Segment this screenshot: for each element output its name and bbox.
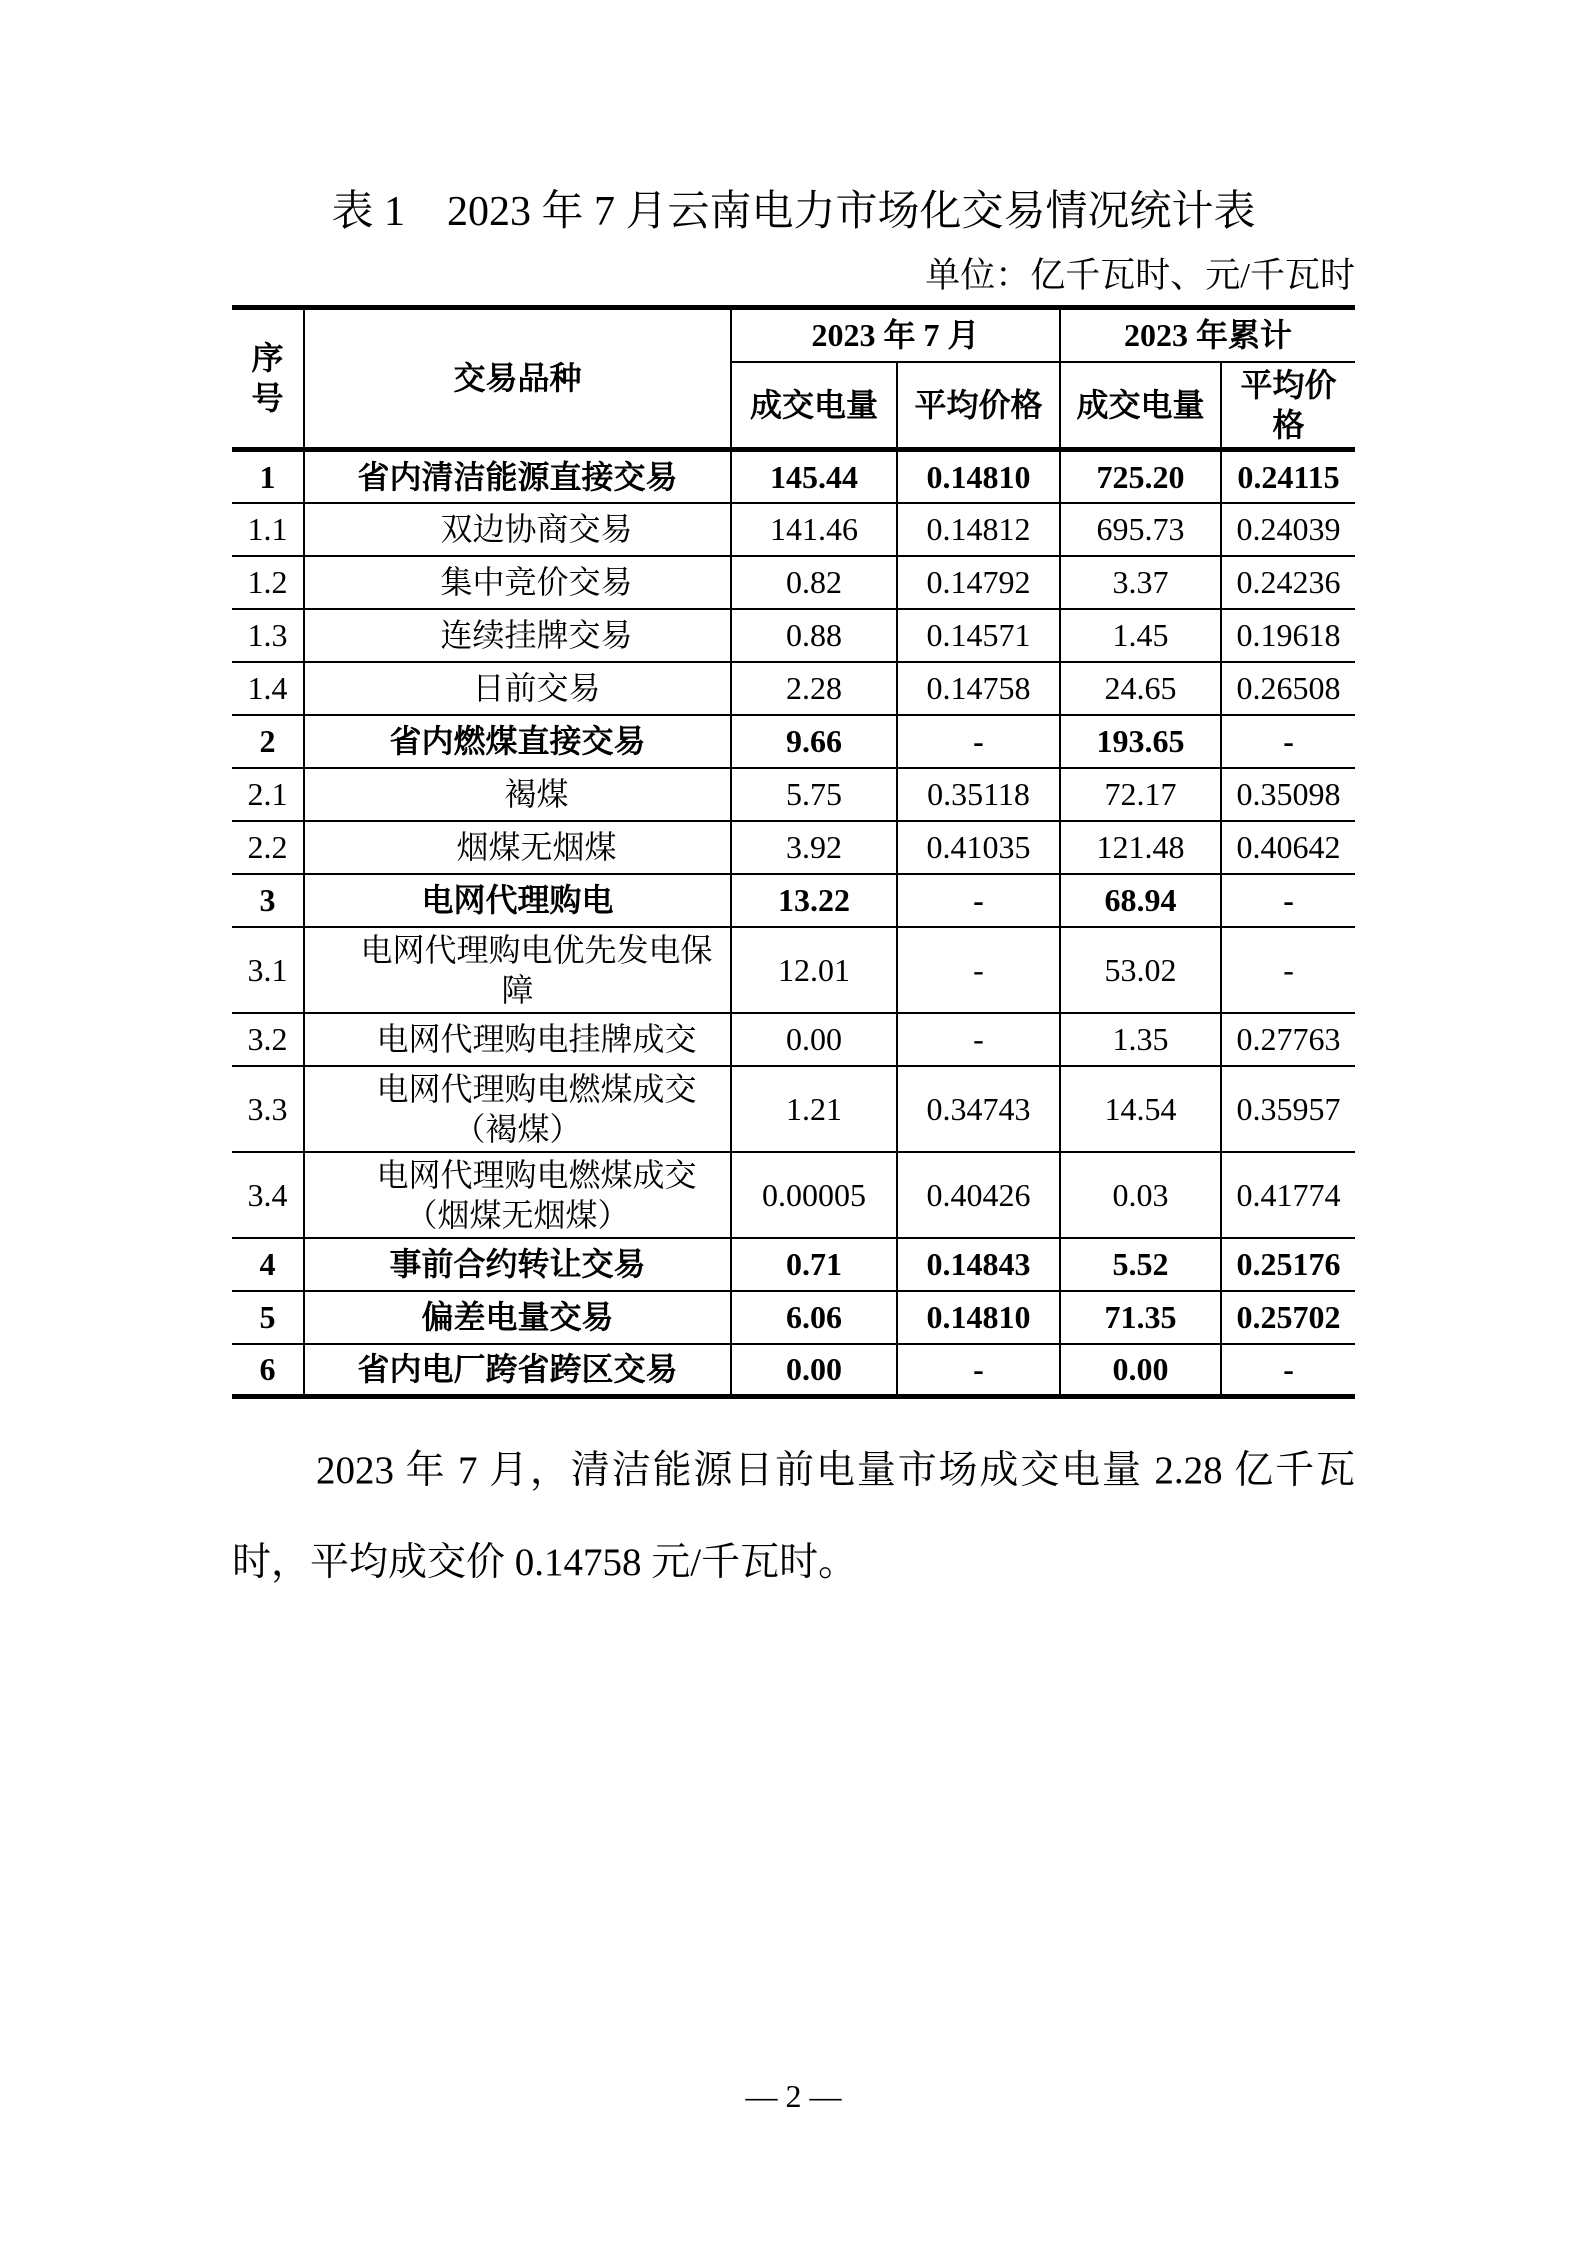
cell-month-volume: 1.21 — [731, 1066, 897, 1152]
cell-ytd-price: - — [1221, 1344, 1355, 1397]
table-row — [232, 715, 1355, 768]
cell-month-volume: 3.92 — [731, 821, 897, 874]
row-name-cell: 事前合约转让交易 — [304, 1238, 731, 1291]
cell-month-volume: 0.71 — [731, 1238, 897, 1291]
cell-month-price: 0.14812 — [897, 503, 1060, 556]
cell-ytd-volume: 695.73 — [1060, 503, 1221, 556]
cell-month-volume: 6.06 — [731, 1291, 897, 1344]
summary-paragraph: 2023 年 7 月，清洁能源日前电量市场成交电量 2.28 亿千瓦时，平均成交价 0.14758 元/千瓦时。 — [232, 1449, 1355, 1584]
row-no-cell: 1.3 — [232, 609, 304, 662]
table-row — [232, 1152, 1355, 1238]
header-col-volume-ytd: 成交电量 — [1060, 362, 1221, 450]
row-no-cell: 5 — [232, 1291, 304, 1344]
page-number: — 2 — — [745, 2078, 842, 2114]
cell-ytd-price: 0.24039 — [1221, 503, 1355, 556]
table-row — [232, 609, 1355, 662]
cell-month-volume: 0.00005 — [731, 1152, 897, 1238]
cell-ytd-volume: 0.03 — [1060, 1152, 1221, 1238]
table-row — [232, 503, 1355, 556]
cell-month-price: 0.14792 — [897, 556, 1060, 609]
table-row — [232, 874, 1355, 927]
cell-ytd-volume: 71.35 — [1060, 1291, 1221, 1344]
row-no-cell: 2 — [232, 715, 304, 768]
cell-month-volume: 0.00 — [731, 1344, 897, 1397]
table-title: 表 1 2023 年 7 月云南电力市场化交易情况统计表 — [331, 189, 1256, 235]
cell-month-price: - — [897, 927, 1060, 1013]
row-name-cell: 电网代理购电挂牌成交 — [304, 1013, 731, 1066]
row-name-cell: 烟煤无烟煤 — [304, 821, 731, 874]
cell-ytd-price: 0.40642 — [1221, 821, 1355, 874]
row-name-cell: 电网代理购电燃煤成交（烟煤无烟煤） — [304, 1152, 731, 1238]
table-row — [232, 1013, 1355, 1066]
cell-month-price: 0.41035 — [897, 821, 1060, 874]
table-row — [232, 556, 1355, 609]
cell-ytd-volume: 193.65 — [1060, 715, 1221, 768]
row-no-cell: 3.4 — [232, 1152, 304, 1238]
row-name-cell: 省内电厂跨省跨区交易 — [304, 1344, 731, 1397]
cell-ytd-volume: 24.65 — [1060, 662, 1221, 715]
cell-month-volume: 0.00 — [731, 1013, 897, 1066]
cell-ytd-price: 0.25702 — [1221, 1291, 1355, 1344]
cell-month-price: - — [897, 715, 1060, 768]
cell-month-price: 0.34743 — [897, 1066, 1060, 1152]
cell-month-price: 0.40426 — [897, 1152, 1060, 1238]
cell-month-volume: 0.88 — [731, 609, 897, 662]
cell-month-price: - — [897, 1344, 1060, 1397]
cell-month-price: 0.14810 — [897, 450, 1060, 503]
row-name-cell: 集中竞价交易 — [304, 556, 731, 609]
table-row — [232, 821, 1355, 874]
row-no-cell: 1.4 — [232, 662, 304, 715]
row-no-cell: 6 — [232, 1344, 304, 1397]
cell-month-price: 0.35118 — [897, 768, 1060, 821]
cell-month-price: 0.14843 — [897, 1238, 1060, 1291]
row-no-cell: 2.2 — [232, 821, 304, 874]
cell-month-volume: 141.46 — [731, 503, 897, 556]
cell-month-price: - — [897, 1013, 1060, 1066]
row-no-cell: 1 — [232, 450, 304, 503]
row-no-cell: 3.1 — [232, 927, 304, 1013]
cell-ytd-volume: 14.54 — [1060, 1066, 1221, 1152]
cell-ytd-price: 0.24115 — [1221, 450, 1355, 503]
cell-month-volume: 9.66 — [731, 715, 897, 768]
table-row — [232, 927, 1355, 1013]
cell-ytd-volume: 1.35 — [1060, 1013, 1221, 1066]
cell-month-volume: 2.28 — [731, 662, 897, 715]
row-name-cell: 电网代理购电燃煤成交（褐煤） — [304, 1066, 731, 1152]
cell-ytd-volume: 0.00 — [1060, 1344, 1221, 1397]
table-header — [232, 307, 1355, 450]
header-col-type: 交易品种 — [304, 307, 731, 450]
cell-ytd-price: 0.35098 — [1221, 768, 1355, 821]
header-row-groups — [232, 307, 1355, 362]
page-content — [232, 0, 1355, 1609]
header-col-price-ytd: 平均价格 — [1221, 362, 1355, 450]
table-row — [232, 768, 1355, 821]
stats-table — [232, 305, 1355, 1400]
unit-note: 单位：亿千瓦时、元/千瓦时 — [925, 255, 1355, 295]
cell-ytd-price: 0.35957 — [1221, 1066, 1355, 1152]
cell-ytd-price: 0.25176 — [1221, 1238, 1355, 1291]
table-row — [232, 1066, 1355, 1152]
header-col-no: 序号 — [232, 307, 304, 450]
row-no-cell: 3 — [232, 874, 304, 927]
cell-ytd-volume: 3.37 — [1060, 556, 1221, 609]
table-row — [232, 662, 1355, 715]
cell-month-price: - — [897, 874, 1060, 927]
row-name-cell: 电网代理购电优先发电保障 — [304, 927, 731, 1013]
cell-month-price: 0.14571 — [897, 609, 1060, 662]
header-group-ytd: 2023 年累计 — [1060, 307, 1355, 362]
row-name-cell: 褐煤 — [304, 768, 731, 821]
cell-ytd-price: - — [1221, 927, 1355, 1013]
row-name-cell: 省内燃煤直接交易 — [304, 715, 731, 768]
header-col-price-month: 平均价格 — [897, 362, 1060, 450]
row-no-cell: 2.1 — [232, 768, 304, 821]
cell-ytd-volume: 72.17 — [1060, 768, 1221, 821]
cell-ytd-volume: 5.52 — [1060, 1238, 1221, 1291]
row-no-cell: 1.1 — [232, 503, 304, 556]
table-row — [232, 1344, 1355, 1397]
cell-ytd-price: 0.41774 — [1221, 1152, 1355, 1238]
header-col-volume-month: 成交电量 — [731, 362, 897, 450]
cell-ytd-price: - — [1221, 715, 1355, 768]
cell-ytd-price: 0.26508 — [1221, 662, 1355, 715]
row-no-cell: 3.2 — [232, 1013, 304, 1066]
cell-month-volume: 145.44 — [731, 450, 897, 503]
row-name-cell: 省内清洁能源直接交易 — [304, 450, 731, 503]
row-name-cell: 电网代理购电 — [304, 874, 731, 927]
cell-ytd-volume: 1.45 — [1060, 609, 1221, 662]
cell-ytd-price: 0.24236 — [1221, 556, 1355, 609]
table-row — [232, 1291, 1355, 1344]
cell-month-price: 0.14810 — [897, 1291, 1060, 1344]
row-name-cell: 偏差电量交易 — [304, 1291, 731, 1344]
cell-month-volume: 5.75 — [731, 768, 897, 821]
row-name-cell: 连续挂牌交易 — [304, 609, 731, 662]
cell-month-volume: 12.01 — [731, 927, 897, 1013]
cell-ytd-volume: 53.02 — [1060, 927, 1221, 1013]
cell-ytd-volume: 121.48 — [1060, 821, 1221, 874]
row-name-cell: 日前交易 — [304, 662, 731, 715]
row-no-cell: 4 — [232, 1238, 304, 1291]
cell-month-volume: 0.82 — [731, 556, 897, 609]
header-group-month: 2023 年 7 月 — [731, 307, 1060, 362]
row-no-cell: 3.3 — [232, 1066, 304, 1152]
cell-month-volume: 13.22 — [731, 874, 897, 927]
table-row — [232, 1238, 1355, 1291]
table-row — [232, 450, 1355, 503]
cell-ytd-price: - — [1221, 874, 1355, 927]
table-body — [232, 450, 1355, 1397]
cell-month-price: 0.14758 — [897, 662, 1060, 715]
cell-ytd-price: 0.27763 — [1221, 1013, 1355, 1066]
cell-ytd-volume: 725.20 — [1060, 450, 1221, 503]
cell-ytd-price: 0.19618 — [1221, 609, 1355, 662]
row-no-cell: 1.2 — [232, 556, 304, 609]
row-name-cell: 双边协商交易 — [304, 503, 731, 556]
cell-ytd-volume: 68.94 — [1060, 874, 1221, 927]
